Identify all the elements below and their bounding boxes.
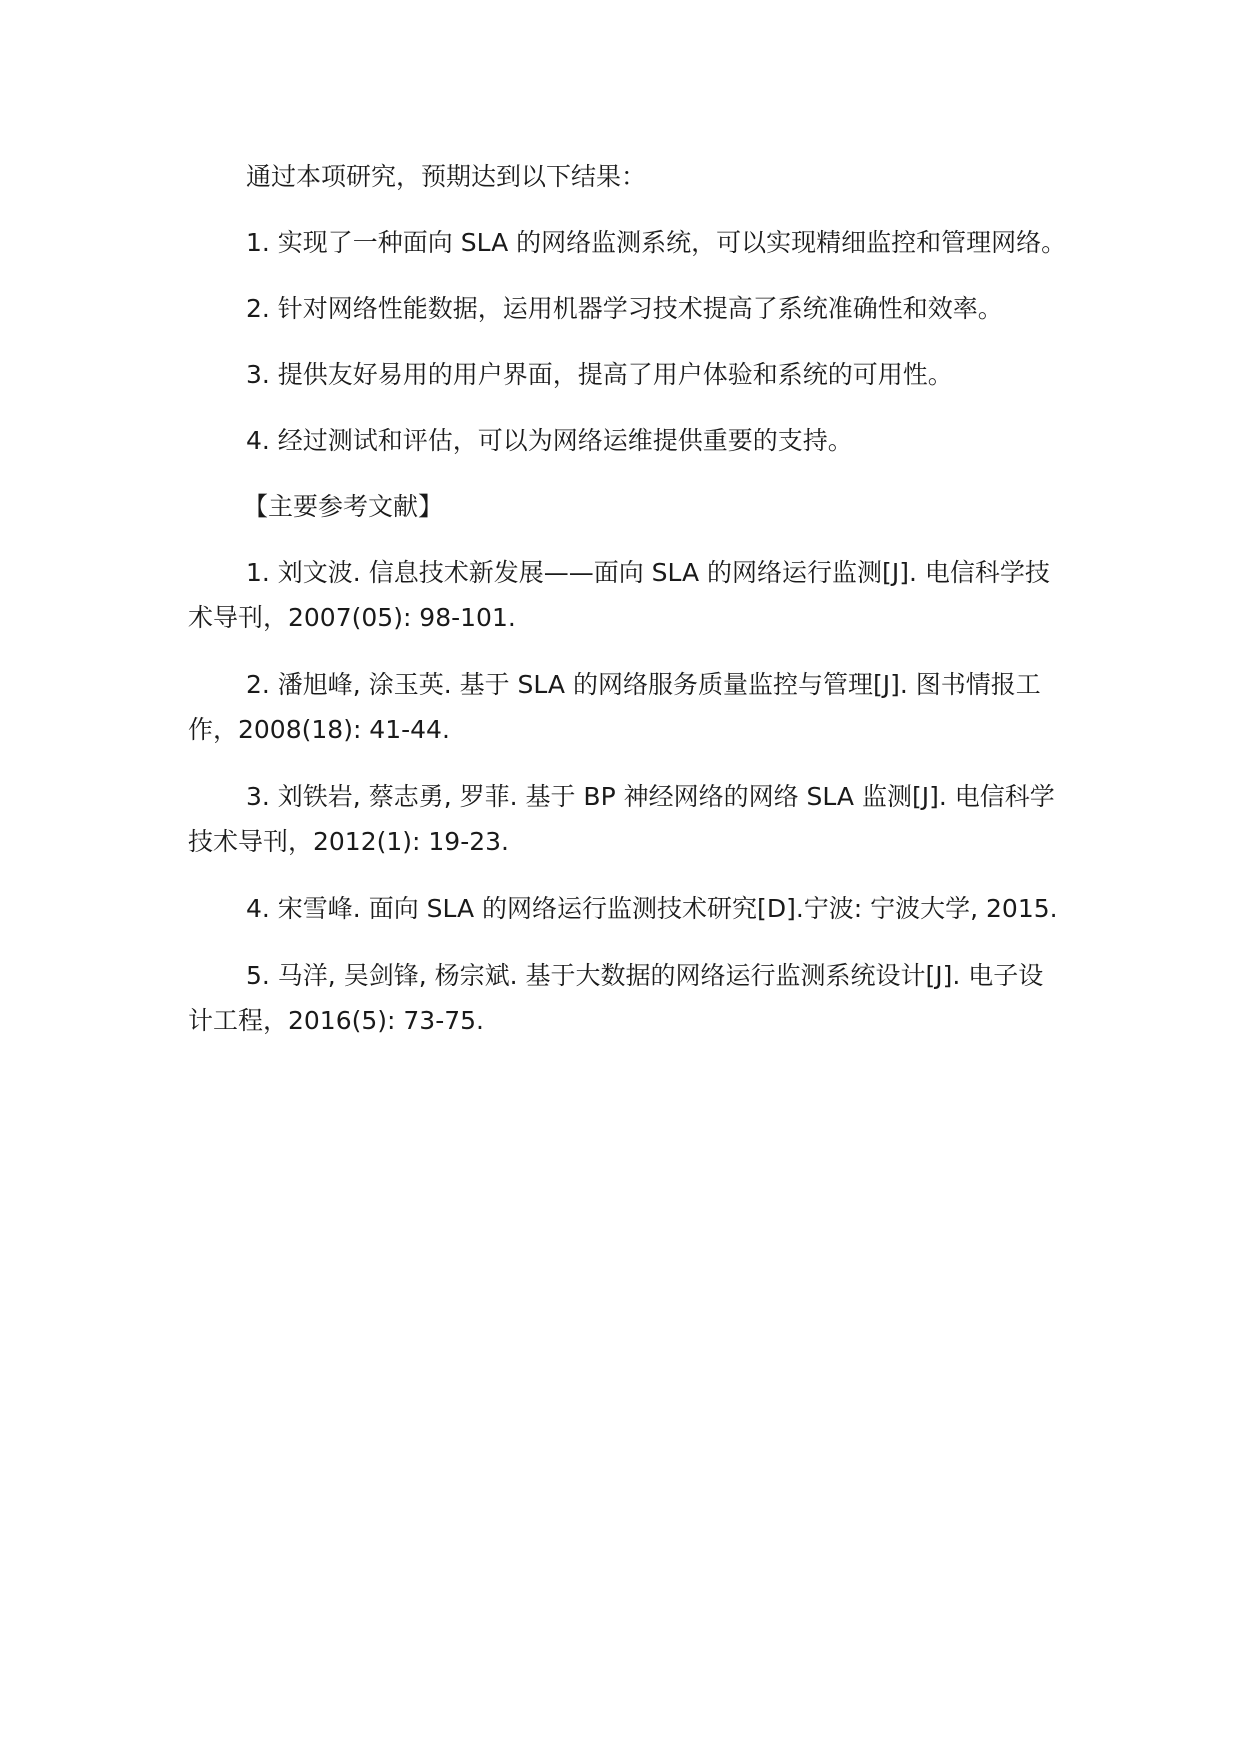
intro-paragraph: 通过本项研究，预期达到以下结果： [246, 162, 647, 191]
reference-item: 3. 刘铁岩, 蔡志勇, 罗菲. 基于 BP 神经网络的网络 SLA 监测[J]. 电信科学技术导刊，2012(1): 19-23. [188, 782, 1055, 856]
result-item: 1. 实现了一种面向 SLA 的网络监测系统，可以实现精细监控和管理网络。 [246, 228, 1067, 257]
document-body [188, 154, 1068, 1065]
result-item: 4. 经过测试和评估，可以为网络运维提供重要的支持。 [246, 426, 853, 455]
reference-item: 4. 宋雪峰. 面向 SLA 的网络运行监测技术研究[D].宁波: 宁波大学, 2015. [246, 894, 1058, 923]
reference-item: 2. 潘旭峰, 涂玉英. 基于 SLA 的网络服务质量监控与管理[J]. 图书情报工作，2008(18): 41-44. [188, 670, 1041, 744]
reference-item: 5. 马洋, 吴剑锋, 杨宗斌. 基于大数据的网络运行监测系统设计[J]. 电子设计工程，2016(5): 73-75. [188, 961, 1044, 1035]
result-item: 3. 提供友好易用的用户界面，提高了用户体验和系统的可用性。 [246, 360, 953, 389]
result-item: 2. 针对网络性能数据，运用机器学习技术提高了系统准确性和效率。 [246, 294, 1003, 323]
references-heading: 【主要参考文献】 [243, 492, 444, 521]
reference-item: 1. 刘文波. 信息技术新发展——面向 SLA 的网络运行监测[J]. 电信科学技术导刊，2007(05): 98-101. [188, 558, 1050, 632]
